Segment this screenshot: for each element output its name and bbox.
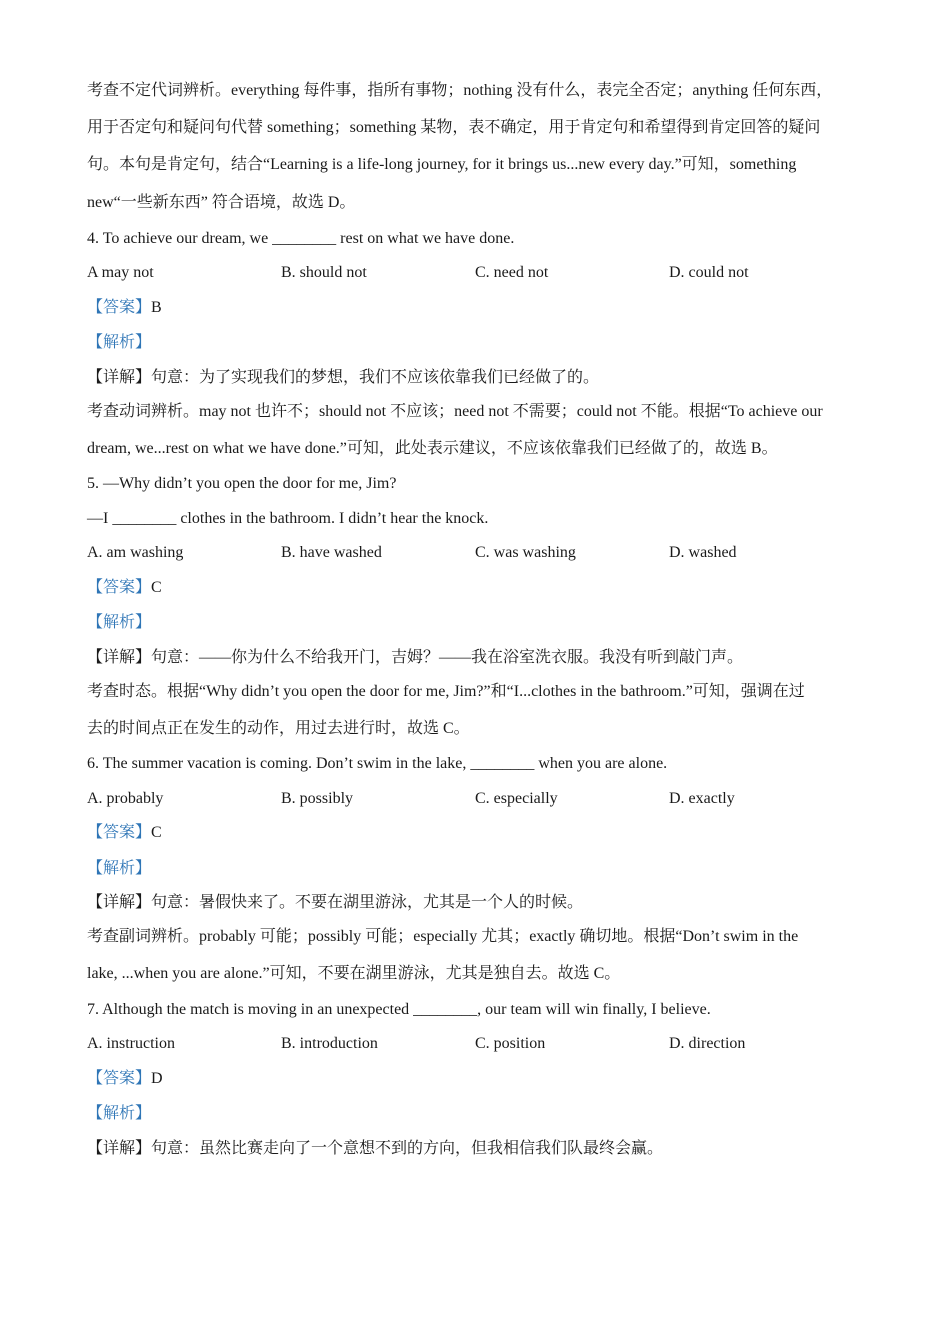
q7-answer xyxy=(87,1068,870,1090)
q7-option-c: C. position xyxy=(475,1035,546,1052)
answer-value: D xyxy=(151,1070,163,1087)
q7-option-d: D. direction xyxy=(669,1035,746,1052)
intro-line-4: new“一些新东西” 符合语境，故选 D。 xyxy=(87,194,356,211)
q5-analysis-tag: 【解析】 xyxy=(87,614,152,631)
q4-option-c: C. need not xyxy=(475,264,549,281)
q5-answer xyxy=(87,577,870,599)
q5-explain-1: 考查时态。根据“Why didn’t you open the door for me, Jim?”和“I...clothes in the bathroom.”可知，强调在过 xyxy=(87,683,805,700)
q5-option-c: C. was washing xyxy=(475,544,576,561)
q4-option-d: D. could not xyxy=(669,264,749,281)
answer-tag: 【答案】 xyxy=(87,579,152,596)
q6-option-d: D. exactly xyxy=(669,790,735,807)
answer-tag: 【答案】 xyxy=(87,824,152,841)
q5-option-d: D. washed xyxy=(669,544,737,561)
q5-detail: 【详解】句意：——你为什么不给我开门，吉姆？——我在浴室洗衣服。我没有听到敲门声。 xyxy=(87,649,744,666)
q6-explain-2: lake, ...when you are alone.”可知，不要在湖里游泳，尤其是独自去。故选 C。 xyxy=(87,965,621,982)
q4-option-a: A may not xyxy=(87,264,154,281)
q6-analysis-tag: 【解析】 xyxy=(87,860,152,877)
q4-stem: 4. To achieve our dream, we ________ rest on what we have done. xyxy=(87,230,515,247)
answer-value: C xyxy=(151,824,162,841)
intro-line-2: 用于否定句和疑问句代替 something；something 某物，表不确定，用于肯定句和希望得到肯定回答的疑问 xyxy=(87,119,821,136)
q4-explain-2: dream, we...rest on what we have done.”可知，此处表示建议，不应该依靠我们已经做了的，故选 B。 xyxy=(87,440,778,457)
q7-analysis-tag: 【解析】 xyxy=(87,1105,152,1122)
q6-stem: 6. The summer vacation is coming. Don’t swim in the lake, ________ when you are alone. xyxy=(87,755,668,772)
q6-answer xyxy=(87,822,870,844)
q5-option-b: B. have washed xyxy=(281,544,382,561)
q7-option-b: B. introduction xyxy=(281,1035,378,1052)
q5-stem-2: —I ________ clothes in the bathroom. I didn’t hear the knock. xyxy=(87,510,489,527)
q7-stem: 7. Although the match is moving in an unexpected ________, our team will win finally, I believe. xyxy=(87,1001,711,1018)
q4-detail: 【详解】句意：为了实现我们的梦想，我们不应该依靠我们已经做了的。 xyxy=(87,369,600,386)
answer-value: C xyxy=(151,579,162,596)
q4-answer xyxy=(87,297,870,319)
answer-tag: 【答案】 xyxy=(87,299,152,316)
q5-option-a: A. am washing xyxy=(87,544,184,561)
q4-analysis-tag: 【解析】 xyxy=(87,334,152,351)
q6-detail: 【详解】句意：暑假快来了。不要在湖里游泳，尤其是一个人的时候。 xyxy=(87,894,584,911)
q7-option-a: A. instruction xyxy=(87,1035,175,1052)
q5-explain-2: 去的时间点正在发生的动作，用过去进行时，故选 C。 xyxy=(87,720,470,737)
q5-stem: 5. —Why didn’t you open the door for me, Jim? xyxy=(87,475,397,492)
q6-option-b: B. possibly xyxy=(281,790,354,807)
q6-option-a: A. probably xyxy=(87,790,164,807)
q6-option-c: C. especially xyxy=(475,790,558,807)
q7-detail: 【详解】句意：虽然比赛走向了一个意想不到的方向，但我相信我们队最终会赢。 xyxy=(87,1140,664,1157)
q4-option-b: B. should not xyxy=(281,264,367,281)
q4-explain-1: 考查动词辨析。may not 也许不；should not 不应该；need not 不需要；could not 不能。根据“To achieve our xyxy=(87,403,823,420)
intro-line-1: 考查不定代词辨析。everything 每件事，指所有事物；nothing 没有什么，表完全否定；anything 任何东西， xyxy=(87,82,833,99)
intro-line-3: 句。本句是肯定句，结合“Learning is a life-long journey, for it brings us...new every day.”可知，something xyxy=(87,156,797,173)
answer-value: B xyxy=(151,299,162,316)
q6-explain-1: 考查副词辨析。probably 可能；possibly 可能；especially 尤其；exactly 确切地。根据“Don’t swim in the xyxy=(87,928,799,945)
answer-tag: 【答案】 xyxy=(87,1070,152,1087)
